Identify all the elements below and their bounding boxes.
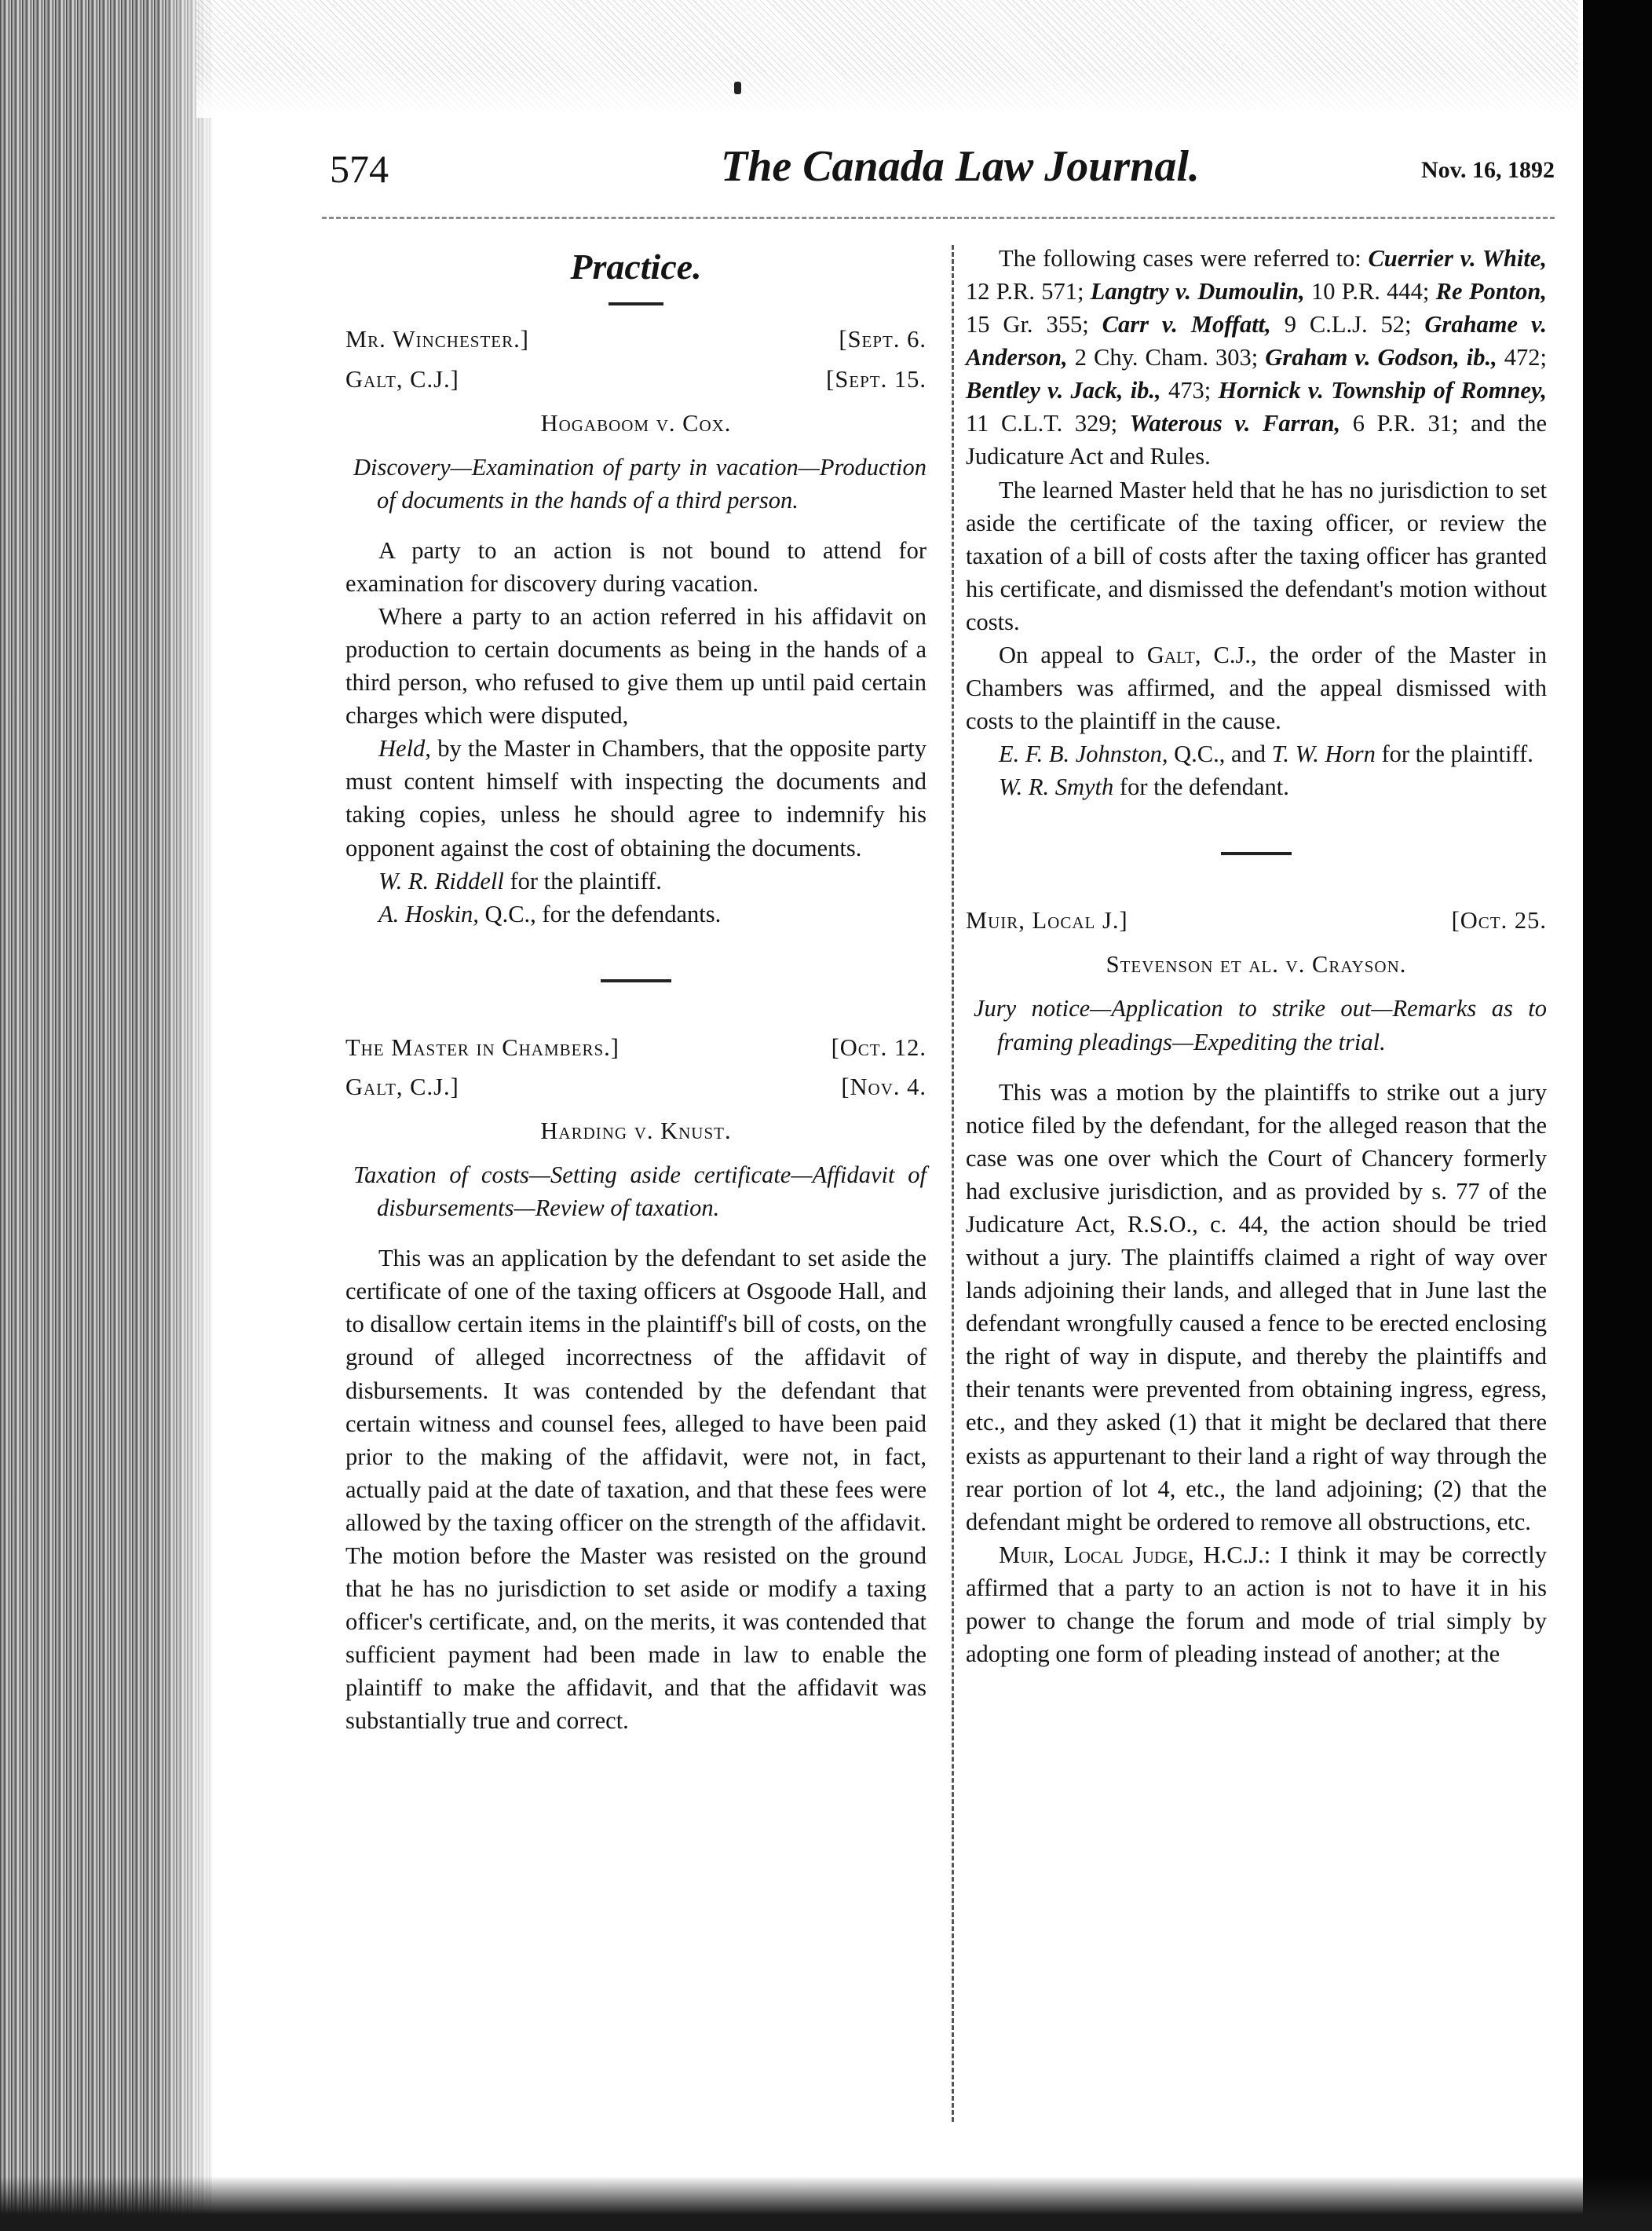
case-separator bbox=[1221, 852, 1292, 855]
judge-name: Galt, C.J. bbox=[1146, 641, 1252, 668]
case-headnote: Jury notice—Application to strike out—Remarks as to framing pleadings—Expediting the trial. bbox=[974, 995, 1547, 1055]
paragraph bbox=[966, 1538, 1547, 1670]
paragraph: This was a motion by the plaintiffs to strike out a jury notice filed by the defendant, for the alleged reason that the case was one over which the Court of Chancery formerly had exclusive jurisdiction, and as provided by s. 77 of the Judicature Act, R.S.O., c. 44, the action should be tried without a jury. The plaintiffs claimed a right of way over lands adjoining their lands, and alleged that in June last the defendant wrongfully caused a fence to be erected enclosing the right of way in dispute, and thereby the plaintiffs and their tenants were prevented from obtaining ingress, egress, etc., and they asked (1) that it might be declared that there exists as appurtenant to their land a right of way through the rear portion of lot 4, etc., the land adjoining; (2) that the defendant might be ordered to remove all obstructions, etc. bbox=[966, 1078, 1547, 1535]
paragraph: Where a party to an action referred in his affidavit on production to certain documents as being in the hands of a third person, who refused to give them up until paid certain charges which were disputed, bbox=[345, 603, 927, 730]
section-rule bbox=[609, 302, 663, 305]
paragraph bbox=[966, 242, 1547, 474]
court-date: [Sept. 15. bbox=[826, 365, 927, 393]
counsel-line bbox=[966, 737, 1547, 770]
court-date: [Nov. 4. bbox=[841, 1073, 927, 1100]
counsel-name: A. Hoskin, bbox=[378, 900, 479, 927]
scan-top-fade bbox=[196, 71, 1578, 118]
case-citation: Graham v. Godson, ib., bbox=[1265, 344, 1497, 371]
counsel-name: W. R. Riddell bbox=[378, 867, 504, 894]
counsel-role: for the defendant. bbox=[1113, 774, 1289, 801]
court-line bbox=[345, 323, 927, 356]
held-text: by the Master in Chambers, that the opposite party must content himself with inspecting the documents and taking copies, unless he should agree to indemnify his opponent against the cost of obtaining the documents. bbox=[345, 735, 927, 861]
case-title: Stevenson et al. v. Crayson. bbox=[1106, 951, 1407, 978]
case-citation: Cuerrier v. White, bbox=[1368, 245, 1547, 272]
scan-edge-fade bbox=[157, 0, 220, 2231]
text-run: 15 Gr. 355; bbox=[966, 311, 1102, 338]
text-run: On appeal to bbox=[999, 641, 1147, 668]
held-label: Held, bbox=[378, 735, 431, 763]
left-column bbox=[345, 242, 927, 1737]
judge-name: Muir, Local Judge, H.C.J. bbox=[999, 1541, 1264, 1568]
case-citation: Hornick v. Township of Romney, bbox=[1218, 377, 1547, 404]
case-citation: Carr v. Moffatt, bbox=[1102, 311, 1271, 338]
paragraph: This was an application by the defendant to set aside the certificate of one of the taxing officers at Osgoode Hall, and to disallow certain items in the plaintiff's bill of costs, on the ground of alleged incorrectness of the affidavit of disbursements. It was contended by the defendant that certain witness and counsel fees, alleged to have been paid prior to the making of the affidavit, were not, in fact, actually paid at the date of taxation, and that these fees were allowed by the taxing officer on the strength of the affidavit. The motion before the Master was resisted on the ground that he has no jurisdiction to set aside or modify a taxing officer's certificate, and, on the merits, it was contended that sufficient payment had been made in law to enable the plaintiff to make the affidavit, and that the affidavit was substantially true and correct. bbox=[345, 1245, 927, 1735]
page-number: 574 bbox=[330, 147, 389, 191]
counsel-role: Q.C., and bbox=[1168, 741, 1272, 768]
case-citation: Re Ponton, bbox=[1435, 278, 1547, 305]
paragraph: The learned Master held that he has no jurisdiction to set aside the certificate of the taxing officer, or review the taxation of a bill of costs after the taxing officer has granted his certificate, and dismissed the defendant's motion without costs. bbox=[966, 476, 1547, 635]
counsel-role: for the plaintiff. bbox=[503, 867, 662, 894]
counsel-line bbox=[345, 898, 927, 931]
paragraph bbox=[345, 732, 927, 864]
case-headnote: Discovery—Examination of party in vacation—Production of documents in the hands of a third person. bbox=[353, 453, 927, 514]
court-date: [Sept. 6. bbox=[839, 326, 927, 353]
court-judge: Mr. Winchester.] bbox=[345, 326, 529, 353]
court-line bbox=[345, 1031, 927, 1064]
text-run: 9 C.L.J. 52; bbox=[1270, 311, 1425, 338]
court-judge: Muir, Local J.] bbox=[966, 907, 1128, 934]
case-separator bbox=[601, 979, 671, 982]
counsel-name: W. R. Smyth bbox=[999, 774, 1114, 801]
text-run: The following cases were referred to: bbox=[999, 245, 1369, 272]
text-run: 473; bbox=[1160, 377, 1219, 404]
case-citation: Waterous v. Farran, bbox=[1129, 410, 1341, 437]
counsel-line bbox=[345, 865, 927, 898]
scan-bottom-shadow bbox=[0, 2176, 1652, 2231]
scan-right-border bbox=[1583, 0, 1652, 2231]
court-date: [Oct. 25. bbox=[1451, 907, 1547, 934]
court-line bbox=[345, 363, 927, 396]
issue-date: Nov. 16, 1892 bbox=[1420, 157, 1555, 183]
court-line bbox=[966, 904, 1547, 937]
text-run: 11 C.L.T. 329; bbox=[966, 410, 1130, 437]
case-title: Harding v. Knust. bbox=[540, 1117, 732, 1144]
journal-title: The Canada Law Journal. bbox=[721, 142, 1200, 191]
text-run: 472; bbox=[1497, 344, 1547, 371]
right-column bbox=[966, 242, 1547, 1670]
section-heading: Practice. bbox=[570, 247, 702, 287]
text-run: 10 P.R. 444; bbox=[1304, 278, 1436, 305]
case-headnote: Taxation of costs—Setting aside certificate—Affidavit of disbursements—Review of taxation. bbox=[353, 1161, 927, 1222]
counsel-name: E. F. B. Johnston, bbox=[999, 741, 1168, 768]
court-judge: Galt, C.J.] bbox=[345, 365, 459, 393]
court-judge: Galt, C.J.] bbox=[345, 1073, 459, 1100]
court-line bbox=[345, 1070, 927, 1103]
case-citation: Grahame v. Anderson, bbox=[966, 311, 1547, 371]
case-title: Hogaboom v. Cox. bbox=[540, 409, 732, 437]
text-run: 6 P.R. 31; and the Judicature Act and Rules. bbox=[966, 410, 1547, 470]
column-divider bbox=[952, 245, 954, 2122]
court-date: [Oct. 12. bbox=[831, 1033, 927, 1061]
header-rule bbox=[322, 217, 1555, 219]
text-run: 12 P.R. 571; bbox=[966, 278, 1091, 305]
paragraph bbox=[966, 638, 1547, 737]
text-run: 2 Chy. Cham. 303; bbox=[1067, 344, 1266, 371]
text-run: : I think it may be correctly affirmed that a party to an action is not to have it in his power to change the forum and mode of trial simply by adopting one form of pleading instead of another; at the bbox=[966, 1541, 1548, 1667]
counsel-role: for the plaintiff. bbox=[1375, 741, 1533, 768]
court-judge: The Master in Chambers.] bbox=[345, 1033, 620, 1061]
counsel-line bbox=[966, 770, 1547, 803]
running-head bbox=[322, 141, 1555, 204]
case-citation: Langtry v. Dumoulin, bbox=[1090, 278, 1305, 305]
scan-speck bbox=[734, 82, 741, 94]
paragraph: A party to an action is not bound to attend for examination for discovery during vacation. bbox=[345, 536, 927, 597]
counsel-role: Q.C., for the defendants. bbox=[478, 900, 722, 927]
text-run: , the order of the Master in Chambers was affirmed, and the appeal dismissed with costs to the plaintiff in the cause. bbox=[966, 641, 1547, 735]
counsel-name: T. W. Horn bbox=[1271, 741, 1376, 768]
case-citation: Bentley v. Jack, ib., bbox=[966, 377, 1161, 404]
